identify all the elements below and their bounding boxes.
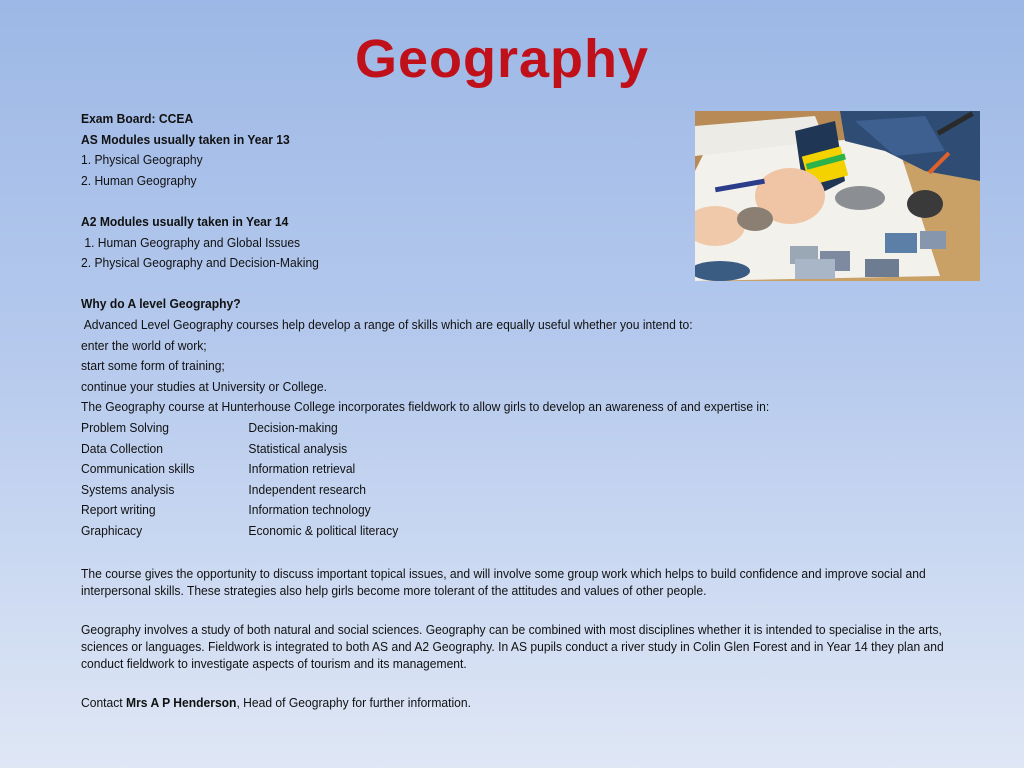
- a2-module-item: 1. Human Geography and Global Issues: [81, 234, 301, 250]
- as-module-item: 1. Physical Geography: [81, 152, 203, 168]
- skill-item: Decision-making: [248, 419, 338, 435]
- option-item: continue your studies at University or College.: [81, 378, 327, 394]
- skill-item: Communication skills: [81, 461, 195, 477]
- page-title: Geography: [354, 29, 650, 89]
- skills-row: [81, 500, 918, 521]
- fieldwork-intro: The Geography course at Hunterhouse College incorporates fieldwork to allow girls to develop an awareness of and expertise in:: [81, 399, 770, 415]
- skills-row: [81, 480, 918, 501]
- skills-row: [81, 459, 918, 480]
- skill-item: Report writing: [81, 502, 156, 518]
- skill-item: Independent research: [248, 481, 367, 497]
- option-item: enter the world of work;: [81, 337, 207, 353]
- a2-module-item: 2. Physical Geography and Decision-Making: [81, 255, 319, 271]
- skill-item: Statistical analysis: [248, 440, 348, 456]
- as-heading: AS Modules usually taken in Year 13: [81, 131, 290, 147]
- a2-heading: A2 Modules usually taken in Year 14: [81, 213, 289, 229]
- page-content: [81, 109, 944, 711]
- skills-list: [81, 418, 918, 542]
- skills-row: [81, 521, 918, 542]
- contact-line: [81, 694, 978, 711]
- exam-board: Exam Board: CCEA: [81, 111, 194, 126]
- contact-prefix: Contact: [81, 695, 127, 711]
- skills-row: [81, 439, 918, 460]
- contact-name: Mrs A P Henderson: [126, 695, 237, 711]
- skill-item: Data Collection: [81, 440, 163, 456]
- skill-item: Economic & political literacy: [248, 522, 399, 538]
- option-item: start some form of training;: [81, 358, 225, 374]
- as-module-item: 2. Human Geography: [81, 172, 197, 188]
- contact-suffix: , Head of Geography for further information.: [236, 695, 471, 711]
- skill-item: Information technology: [248, 502, 371, 518]
- sciences-paragraph: Geography involves a study of both natural and social sciences. Geography can be combined with most disciplines whether it is intended to specialise in the arts, sciences or languages. Fieldwork is integrated to both AS and A2 Geography. In AS pupils conduct a river study in Colin Glen Forest and in Year 14 they plan and conduct fieldwork to investigate aspects of tourism and its management.: [81, 622, 944, 672]
- course-paragraph: The course gives the opportunity to discuss important topical issues, and will involve some group work which helps to build confidence and improve social and interpersonal skills. These strategies also help girls become more tolerant of the attitudes and values of other people.: [81, 566, 926, 599]
- skills-row: [81, 418, 918, 439]
- why-intro: Advanced Level Geography courses help develop a range of skills which are equally useful whether you intend to:: [81, 316, 693, 332]
- skill-item: Systems analysis: [81, 481, 175, 497]
- skill-item: Problem Solving: [81, 419, 170, 435]
- skill-item: Information retrieval: [248, 461, 356, 477]
- skill-item: Graphicacy: [81, 522, 143, 538]
- why-heading: Why do A level Geography?: [81, 296, 241, 312]
